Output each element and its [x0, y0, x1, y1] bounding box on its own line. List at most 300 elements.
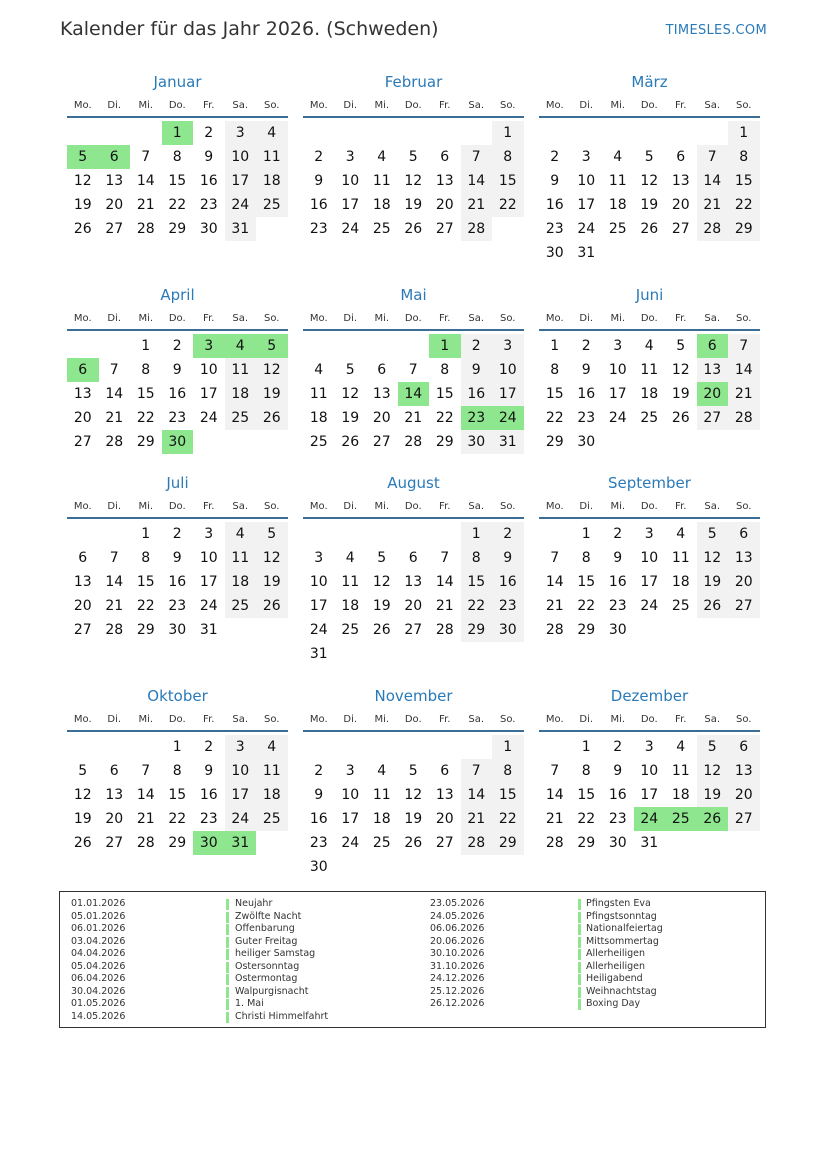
weekday-header: Mo.: [309, 714, 328, 725]
day-cell: 3: [581, 149, 591, 165]
legend-holiday-name: Mittsommertag: [586, 935, 659, 947]
weekday-header: Mi.: [138, 313, 154, 324]
day-cell: 23: [545, 221, 564, 237]
day-cell: 14: [435, 574, 454, 590]
weekday-header: Mi.: [374, 100, 390, 111]
weekday-header: Mi.: [138, 501, 154, 512]
legend-date: 23.05.2026: [430, 898, 485, 909]
legend-holiday-name: Offenbarung: [235, 923, 295, 934]
weekday-header: Sa.: [468, 714, 485, 725]
day-cell: 19: [73, 197, 92, 213]
weekday-header: Mi.: [374, 714, 390, 725]
month-name: Dezember: [610, 687, 689, 705]
day-cell: 30: [199, 221, 218, 237]
day-cell: 21: [404, 410, 423, 426]
day-cell: 3: [345, 149, 355, 165]
day-cell: 27: [697, 406, 729, 430]
weekday-header: Sa.: [468, 501, 485, 512]
day-cell: 11: [256, 759, 288, 783]
day-cell: 8: [581, 550, 591, 566]
day-cell: 29: [577, 622, 596, 638]
holiday-legend: [59, 891, 766, 1028]
day-cell: 4: [377, 149, 387, 165]
day-cell: 5: [377, 550, 387, 566]
legend-marker: [226, 1012, 229, 1023]
day-cell: 18: [256, 169, 288, 193]
day-cell: 10: [341, 173, 360, 189]
day-cell: 3: [644, 739, 654, 755]
day-cell: 15: [545, 386, 564, 402]
day-cell: 8: [728, 145, 760, 169]
day-cell: 12: [671, 362, 690, 378]
day-cell: 8: [440, 362, 450, 378]
day-cell: 28: [404, 434, 423, 450]
day-cell: 7: [408, 362, 418, 378]
month-name: Juli: [166, 474, 189, 492]
day-cell: 1: [492, 735, 524, 759]
weekday-header: So.: [736, 501, 752, 512]
day-cell: 20: [73, 410, 92, 426]
day-cell: 27: [728, 807, 760, 831]
day-cell: 16: [168, 386, 187, 402]
legend-holiday-name: heiliger Samstag: [235, 948, 316, 959]
day-cell: 14: [136, 173, 155, 189]
day-cell: 8: [581, 763, 591, 779]
holiday-day-cell: 4: [225, 334, 257, 358]
day-cell: 16: [545, 197, 564, 213]
legend-date: 05.04.2026: [71, 960, 126, 972]
day-cell: 13: [728, 759, 760, 783]
day-cell: 9: [581, 362, 591, 378]
day-cell: 6: [408, 550, 418, 566]
day-cell: 9: [314, 787, 324, 803]
day-cell: 9: [613, 763, 623, 779]
legend-holiday-name: Weihnachtstag: [586, 985, 657, 997]
holiday-day-cell: 1: [162, 121, 194, 145]
legend-date: 24.12.2026: [430, 973, 485, 984]
day-cell: 24: [640, 598, 659, 614]
day-cell: 27: [435, 835, 454, 851]
day-cell: 3: [204, 526, 214, 542]
day-cell: 27: [105, 221, 124, 237]
day-cell: 27: [105, 835, 124, 851]
month-name: September: [608, 474, 691, 492]
weekday-header: Fr.: [203, 100, 215, 111]
day-cell: 24: [199, 410, 218, 426]
legend-date: 25.12.2026: [430, 985, 485, 997]
day-cell: 27: [372, 434, 391, 450]
day-cell: 15: [136, 386, 155, 402]
weekday-header: Fr.: [203, 501, 215, 512]
day-cell: 3: [644, 526, 654, 542]
weekday-header: Sa.: [704, 100, 721, 111]
day-cell: 14: [136, 787, 155, 803]
day-cell: 18: [372, 811, 391, 827]
day-cell: 7: [461, 145, 493, 169]
weekday-header: Mi.: [610, 714, 626, 725]
day-cell: 7: [109, 550, 119, 566]
day-cell: 14: [105, 574, 124, 590]
day-cell: 21: [461, 807, 493, 831]
weekday-header: Sa.: [232, 313, 249, 324]
weekday-header: So.: [736, 100, 752, 111]
day-cell: 25: [640, 410, 659, 426]
day-cell: 14: [728, 358, 760, 382]
day-cell: 24: [341, 835, 360, 851]
day-cell: 11: [372, 787, 391, 803]
legend-holiday-name: Neujahr: [235, 898, 273, 909]
day-cell: 19: [341, 410, 360, 426]
header-divider: [67, 730, 288, 732]
weekday-header: Mi.: [138, 100, 154, 111]
day-cell: 16: [168, 574, 187, 590]
day-cell: 13: [404, 574, 423, 590]
day-cell: 4: [345, 550, 355, 566]
day-cell: 31: [640, 835, 659, 851]
day-cell: 17: [640, 787, 659, 803]
day-cell: 29: [168, 221, 187, 237]
day-cell: 5: [345, 362, 355, 378]
day-cell: 1: [461, 522, 493, 546]
month-name: April: [160, 286, 195, 304]
day-cell: 18: [671, 787, 690, 803]
legend-date: 30.10.2026: [430, 948, 485, 959]
day-cell: 28: [545, 835, 564, 851]
legend-marker: [578, 999, 581, 1010]
day-cell: 8: [492, 145, 524, 169]
header-divider: [303, 329, 524, 331]
day-cell: 28: [728, 406, 760, 430]
weekday-header: Do.: [640, 501, 658, 512]
weekday-header: So.: [736, 714, 752, 725]
day-cell: 8: [492, 759, 524, 783]
day-cell: 9: [461, 358, 493, 382]
day-cell: 6: [440, 149, 450, 165]
day-cell: 16: [199, 173, 218, 189]
day-cell: 2: [492, 522, 524, 546]
day-cell: 25: [341, 622, 360, 638]
day-cell: 10: [225, 759, 257, 783]
day-cell: 21: [545, 598, 564, 614]
day-cell: 21: [136, 197, 155, 213]
day-cell: 2: [461, 334, 493, 358]
holiday-day-cell: 6: [67, 358, 99, 382]
day-cell: 14: [545, 574, 564, 590]
day-cell: 5: [676, 338, 686, 354]
weekday-header: Mo.: [309, 501, 328, 512]
day-cell: 8: [550, 362, 560, 378]
day-cell: 2: [613, 526, 623, 542]
day-cell: 26: [341, 434, 360, 450]
legend-date: 01.01.2026: [71, 898, 126, 909]
month-name: März: [631, 73, 668, 91]
month-name: August: [387, 474, 440, 492]
holiday-day-cell: 14: [398, 382, 430, 406]
day-cell: 28: [105, 622, 124, 638]
day-cell: 6: [78, 550, 88, 566]
day-cell: 10: [225, 145, 257, 169]
day-cell: 6: [728, 735, 760, 759]
day-cell: 23: [608, 811, 627, 827]
day-cell: 18: [608, 197, 627, 213]
weekday-header: Mo.: [545, 313, 564, 324]
day-cell: 30: [309, 859, 328, 875]
legend-marker: [226, 924, 229, 935]
day-cell: 2: [581, 338, 591, 354]
day-cell: 24: [309, 622, 328, 638]
day-cell: 26: [73, 835, 92, 851]
legend-marker: [226, 949, 229, 960]
day-cell: 19: [697, 570, 729, 594]
day-cell: 21: [545, 811, 564, 827]
legend-marker: [226, 962, 229, 973]
day-cell: 11: [640, 362, 659, 378]
day-cell: 1: [141, 526, 151, 542]
weekday-header: Mi.: [610, 501, 626, 512]
day-cell: 3: [345, 763, 355, 779]
weekday-header: Do.: [640, 313, 658, 324]
day-cell: 23: [199, 811, 218, 827]
weekday-header: Mo.: [545, 501, 564, 512]
day-cell: 9: [204, 149, 214, 165]
day-cell: 12: [404, 787, 423, 803]
day-cell: 9: [314, 173, 324, 189]
weekday-header: Mi.: [138, 714, 154, 725]
day-cell: 9: [613, 550, 623, 566]
weekday-header: Fr.: [675, 100, 687, 111]
weekday-header: Fr.: [675, 313, 687, 324]
day-cell: 19: [256, 382, 288, 406]
weekday-header: Di.: [343, 714, 358, 725]
legend-holiday-name: Ostersonntag: [235, 960, 300, 972]
holiday-day-cell: 25: [665, 807, 697, 831]
day-cell: 3: [492, 334, 524, 358]
day-cell: 25: [256, 193, 288, 217]
day-cell: 7: [141, 763, 151, 779]
day-cell: 26: [404, 221, 423, 237]
day-cell: 1: [728, 121, 760, 145]
holiday-day-cell: 6: [697, 334, 729, 358]
day-cell: 15: [461, 570, 493, 594]
day-cell: 1: [492, 121, 524, 145]
day-cell: 24: [225, 193, 257, 217]
day-cell: 1: [550, 338, 560, 354]
day-cell: 20: [404, 598, 423, 614]
day-cell: 20: [372, 410, 391, 426]
weekday-header: Mo.: [73, 501, 92, 512]
day-cell: 13: [372, 386, 391, 402]
weekday-header: Do.: [168, 714, 186, 725]
holiday-day-cell: 30: [162, 430, 194, 454]
day-cell: 16: [309, 811, 328, 827]
day-cell: 16: [577, 386, 596, 402]
weekday-header: Di.: [107, 313, 122, 324]
day-cell: 10: [309, 574, 328, 590]
day-cell: 13: [697, 358, 729, 382]
legend-date: 01.05.2026: [71, 998, 126, 1009]
weekday-header: Sa.: [704, 501, 721, 512]
legend-date: 30.04.2026: [71, 985, 126, 997]
day-cell: 28: [545, 622, 564, 638]
legend-marker: [226, 899, 229, 910]
day-cell: 20: [435, 197, 454, 213]
day-cell: 9: [492, 546, 524, 570]
day-cell: 10: [640, 550, 659, 566]
legend-marker: [578, 899, 581, 910]
day-cell: 4: [613, 149, 623, 165]
day-cell: 17: [199, 574, 218, 590]
day-cell: 9: [204, 763, 214, 779]
weekday-header: Sa.: [232, 714, 249, 725]
day-cell: 21: [435, 598, 454, 614]
holiday-day-cell: 6: [99, 145, 131, 169]
weekday-header: Mo.: [309, 313, 328, 324]
day-cell: 31: [492, 430, 524, 454]
legend-marker: [226, 999, 229, 1010]
weekday-header: So.: [500, 313, 516, 324]
day-cell: 13: [73, 386, 92, 402]
weekday-header: Sa.: [468, 313, 485, 324]
day-cell: 24: [199, 598, 218, 614]
day-cell: 25: [225, 594, 257, 618]
brand-link[interactable]: TIMESLES.COM: [665, 23, 767, 38]
day-cell: 28: [136, 221, 155, 237]
page-title: Kalender für das Jahr 2026. (Schweden): [60, 18, 439, 40]
day-cell: 22: [136, 410, 155, 426]
weekday-header: Do.: [168, 501, 186, 512]
day-cell: 17: [225, 169, 257, 193]
header-divider: [539, 329, 760, 331]
weekday-header: Do.: [404, 100, 422, 111]
day-cell: 5: [408, 149, 418, 165]
day-cell: 2: [550, 149, 560, 165]
day-cell: 13: [105, 173, 124, 189]
day-cell: 10: [199, 362, 218, 378]
day-cell: 7: [141, 149, 151, 165]
day-cell: 13: [728, 546, 760, 570]
day-cell: 20: [728, 570, 760, 594]
weekday-header: So.: [264, 714, 280, 725]
day-cell: 28: [697, 217, 729, 241]
day-cell: 25: [608, 221, 627, 237]
day-cell: 23: [199, 197, 218, 213]
day-cell: 4: [676, 526, 686, 542]
header-divider: [67, 116, 288, 118]
day-cell: 21: [105, 598, 124, 614]
weekday-header: So.: [264, 100, 280, 111]
legend-marker: [226, 912, 229, 923]
day-cell: 2: [172, 338, 182, 354]
header-divider: [539, 116, 760, 118]
day-cell: 31: [199, 622, 218, 638]
day-cell: 6: [676, 149, 686, 165]
day-cell: 11: [372, 173, 391, 189]
day-cell: 18: [341, 598, 360, 614]
day-cell: 19: [73, 811, 92, 827]
month-name: Oktober: [147, 687, 208, 705]
weekday-header: Do.: [640, 100, 658, 111]
day-cell: 11: [225, 546, 257, 570]
legend-holiday-name: 1. Mai: [235, 998, 264, 1009]
day-cell: 25: [372, 221, 391, 237]
day-cell: 22: [577, 811, 596, 827]
day-cell: 12: [640, 173, 659, 189]
day-cell: 21: [136, 811, 155, 827]
weekday-header: Di.: [343, 501, 358, 512]
day-cell: 12: [341, 386, 360, 402]
day-cell: 25: [225, 406, 257, 430]
day-cell: 18: [640, 386, 659, 402]
day-cell: 11: [608, 173, 627, 189]
header-divider: [539, 730, 760, 732]
day-cell: 24: [225, 807, 257, 831]
weekday-header: Do.: [168, 313, 186, 324]
day-cell: 14: [461, 169, 493, 193]
day-cell: 13: [435, 173, 454, 189]
day-cell: 6: [377, 362, 387, 378]
day-cell: 16: [492, 570, 524, 594]
day-cell: 24: [577, 221, 596, 237]
day-cell: 17: [309, 598, 328, 614]
day-cell: 16: [608, 574, 627, 590]
day-cell: 27: [728, 594, 760, 618]
day-cell: 29: [492, 831, 524, 855]
day-cell: 22: [435, 410, 454, 426]
day-cell: 22: [577, 598, 596, 614]
day-cell: 12: [697, 759, 729, 783]
day-cell: 30: [608, 622, 627, 638]
day-cell: 30: [461, 430, 493, 454]
day-cell: 16: [309, 197, 328, 213]
day-cell: 16: [461, 382, 493, 406]
day-cell: 7: [697, 145, 729, 169]
day-cell: 5: [256, 522, 288, 546]
day-cell: 21: [461, 193, 493, 217]
day-cell: 18: [671, 574, 690, 590]
day-cell: 24: [608, 410, 627, 426]
day-cell: 23: [168, 410, 187, 426]
day-cell: 26: [73, 221, 92, 237]
day-cell: 4: [256, 121, 288, 145]
month-name: Juni: [635, 286, 664, 304]
day-cell: 11: [671, 550, 690, 566]
day-cell: 26: [671, 410, 690, 426]
month-name: November: [374, 687, 453, 705]
day-cell: 10: [608, 362, 627, 378]
day-cell: 8: [461, 546, 493, 570]
day-cell: 11: [671, 763, 690, 779]
day-cell: 30: [577, 434, 596, 450]
weekday-header: Do.: [640, 714, 658, 725]
day-cell: 26: [372, 622, 391, 638]
legend-marker: [578, 987, 581, 998]
day-cell: 23: [577, 410, 596, 426]
day-cell: 17: [608, 386, 627, 402]
day-cell: 9: [550, 173, 560, 189]
holiday-day-cell: 24: [634, 807, 666, 831]
weekday-header: So.: [264, 313, 280, 324]
day-cell: 29: [136, 622, 155, 638]
weekday-header: Fr.: [439, 100, 451, 111]
weekday-header: Fr.: [203, 714, 215, 725]
day-cell: 4: [314, 362, 324, 378]
weekday-header: Do.: [168, 100, 186, 111]
holiday-day-cell: 5: [256, 334, 288, 358]
day-cell: 11: [256, 145, 288, 169]
day-cell: 15: [728, 169, 760, 193]
day-cell: 20: [728, 783, 760, 807]
day-cell: 28: [136, 835, 155, 851]
